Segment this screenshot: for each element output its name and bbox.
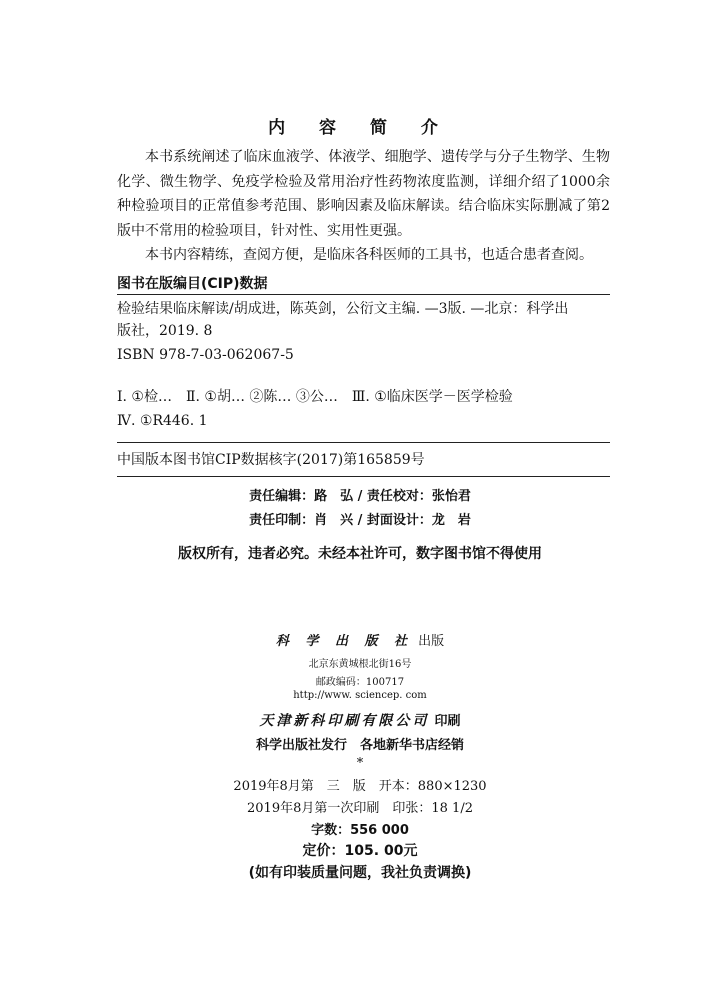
publisher-address: 北京东黄城根北街16号 [308, 659, 412, 670]
cip-entry-line-1: 检验结果临床解读/胡成进，陈英剑，公衍文主编. —3版. —北京：科学出 [117, 301, 569, 317]
price: 定价：105. 00元 [302, 843, 418, 859]
printer-line [0, 710, 720, 730]
publish-action: 出版 [418, 634, 445, 649]
cip-classification-line-1: Ⅰ. ①检… Ⅱ. ①胡… ②陈… ③公… Ⅲ. ①临床医学－医学检验 [117, 389, 513, 405]
cip-isbn: ISBN 978-7-03-062067-5 [117, 347, 294, 363]
editor-credits-line-2: 责任印制：肖 兴 / 封面设计：龙 岩 [249, 513, 471, 528]
publisher-website: http://www. sciencep. com [293, 690, 427, 701]
book-introduction [117, 145, 610, 268]
copyright-notice: 版权所有，违者必究。未经本社许可，数字图书馆不得使用 [178, 546, 542, 562]
intro-paragraph-1: 本书系统阐述了临床血液学、体液学、细胞学、遗传学与分子生物学、生物化学、微生物学、免疫学检验及常用治疗性药物浓度监测，详细介绍了1000余种检验项目的正常值参考范围、影响因素及临床解读。结合临床实际删减了第2版中不常用的检验项目，针对性、实用性更强。 [117, 149, 610, 239]
cip-record-number: 中国版本图书馆CIP数据核字(2017)第165859号 [117, 452, 425, 468]
cip-bottom-divider [117, 476, 610, 477]
cip-heading: 图书在版编目(CIP)数据 [117, 276, 268, 292]
word-count: 字数：556 000 [311, 823, 409, 838]
publisher-name: 科 学 出 版 社 [275, 634, 413, 649]
quality-note: (如有印装质量问题，我社负责调换) [248, 865, 472, 881]
cip-classification-line-2: Ⅳ. ①R446. 1 [117, 413, 208, 429]
page-title: 内 容 简 介 [268, 118, 452, 138]
cip-top-divider [117, 294, 610, 295]
cip-entry-line-2: 版社，2019. 8 [117, 323, 213, 339]
printer-name: 天津新科印刷有限公司 [259, 713, 430, 729]
publisher-postcode: 邮政编码：100717 [315, 677, 405, 688]
distribution-line: 科学出版社发行 各地新华书店经销 [255, 738, 464, 753]
print-action: 印刷 [434, 714, 461, 729]
separator-star: * [356, 756, 364, 771]
editor-credits-line-1: 责任编辑：路 弘 / 责任校对：张怡君 [249, 489, 471, 504]
intro-paragraph-2: 本书内容精练，查阅方便，是临床各科医师的工具书，也适合患者查阅。 [145, 247, 593, 263]
publisher-line [0, 630, 720, 649]
printing-line: 2019年8月第一次印刷 印张：18 1/2 [247, 801, 473, 816]
edition-line: 2019年8月第 三 版 开本：880×1230 [233, 779, 487, 794]
cip-middle-divider [117, 442, 610, 443]
